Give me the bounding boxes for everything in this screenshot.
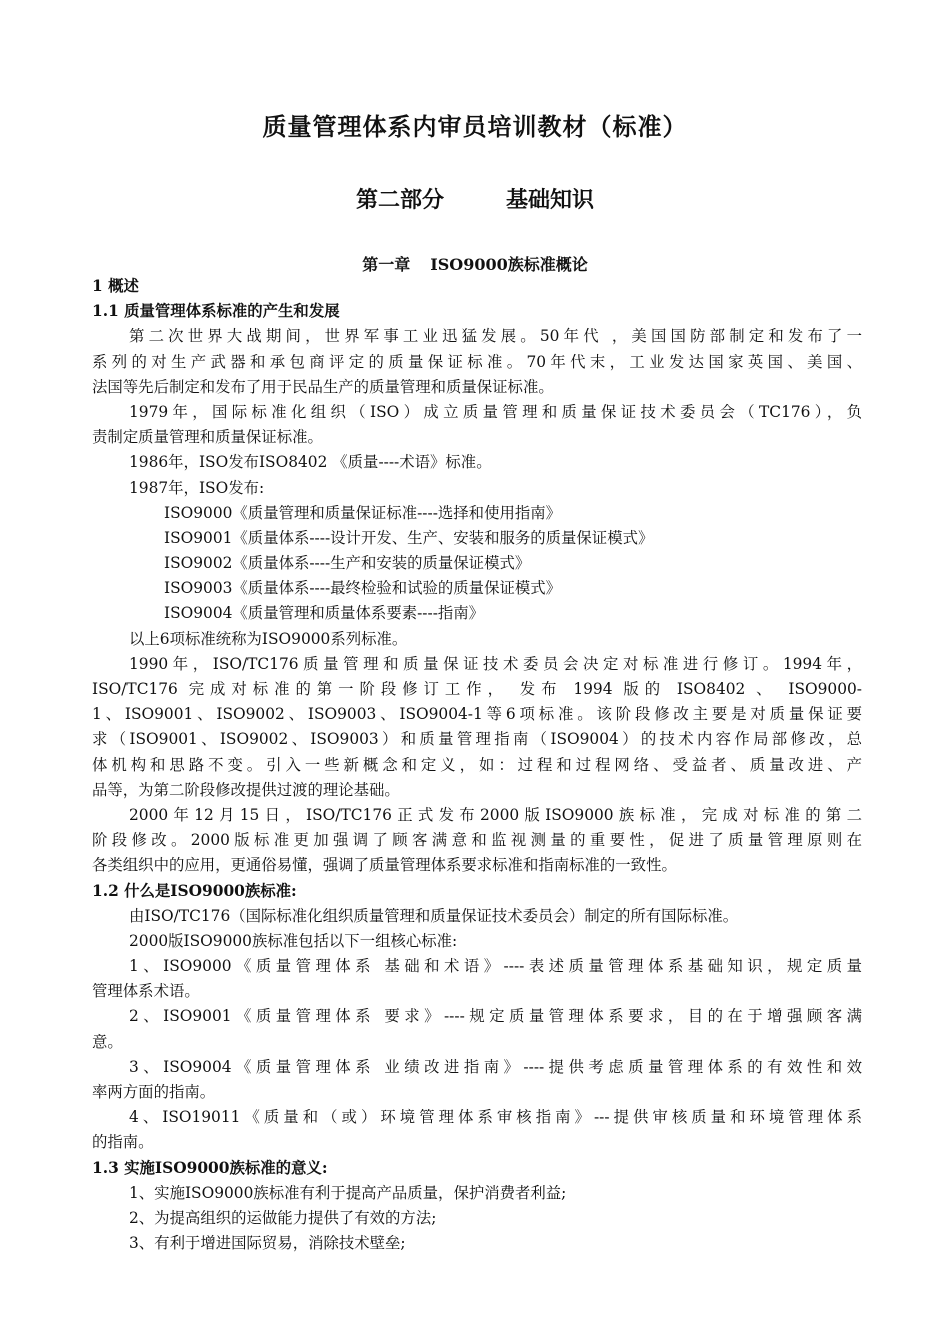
document-body bbox=[92, 274, 862, 1256]
paragraph-line: 品等，为第二阶段修改提供过渡的理论基础。 bbox=[92, 780, 400, 799]
section-heading: 1.2 什么是ISO9000族标准: bbox=[92, 881, 297, 900]
paragraph-line: 各类组织中的应用，更通俗易懂，强调了质量管理体系要求标准和指南标准的一致性。 bbox=[92, 856, 677, 875]
list-item: 1、实施ISO9000族标准有利于提高产品质量，保护消费者利益; bbox=[129, 1183, 567, 1202]
paragraph-line: 1990年，ISO/TC176质量管理和质量保证技术委员会决定对标准进行修订。1994年， bbox=[129, 654, 862, 673]
chapter-name: ISO9000族标准概论 bbox=[430, 255, 588, 274]
list-item: 1、ISO9000《质量管理体系 基础和术语》----表述质量管理体系基础知识，规定质量 bbox=[129, 957, 862, 976]
list-item: 2、ISO9001《质量管理体系 要求》----规定质量管理体系要求，目的在于增强顾客满 bbox=[129, 1007, 862, 1026]
section-heading: 1.3 实施ISO9000族标准的意义: bbox=[92, 1158, 328, 1177]
list-item: ISO9001《质量体系----设计开发、生产、安装和服务的质量保证模式》 bbox=[164, 528, 654, 547]
paragraph-line: 管理体系术语。 bbox=[92, 982, 200, 1001]
list-item: ISO9000《质量管理和质量保证标准----选择和使用指南》 bbox=[164, 503, 562, 522]
paragraph-line: 责制定质量管理和质量保证标准。 bbox=[92, 428, 323, 447]
list-item: 3、有利于增进国际贸易，消除技术壁垒; bbox=[129, 1234, 406, 1253]
part-heading bbox=[0, 183, 950, 214]
paragraph-line: 阶段修改。2000版标准更加强调了顾客满意和监视测量的重要性，促进了质量管理原则在 bbox=[92, 831, 862, 850]
paragraph-line: 意。 bbox=[92, 1032, 123, 1051]
paragraph-line: 1979年，国际标准化组织（ISO）成立质量管理和质量保证技术委员会（TC176），负 bbox=[129, 402, 862, 421]
paragraph-line: 求（ISO9001、ISO9002、ISO9003）和质量管理指南（ISO9004）的技术内容作局部修改，总 bbox=[92, 730, 862, 749]
paragraph-line: 以上6项标准统称为ISO9000系列标准。 bbox=[129, 629, 408, 648]
paragraph-line: 法国等先后制定和发布了用于民品生产的质量管理和质量保证标准。 bbox=[92, 377, 554, 396]
chapter-label: 第一章 bbox=[362, 255, 411, 274]
paragraph-line: ISO/TC176 完成对标准的第一阶段修订工作， 发布 1994 版的 ISO8402 、 ISO9000- bbox=[92, 680, 862, 698]
paragraph-line: 1987年，ISO发布: bbox=[129, 478, 265, 497]
paragraph-line: 第二次世界大战期间，世界军事工业迅猛发展。50年代 ，美国国防部制定和发布了一 bbox=[129, 327, 862, 346]
list-item: 4、ISO19011《质量和（或）环境管理体系审核指南》---提供审核质量和环境管理体系 bbox=[129, 1108, 862, 1127]
list-item: ISO9003《质量体系----最终检验和试验的质量保证模式》 bbox=[164, 579, 562, 598]
paragraph-line: 系列的对生产武器和承包商评定的质量保证标准。70年代末，工业发达国家英国、美国、 bbox=[92, 352, 862, 371]
paragraph-line: 的指南。 bbox=[92, 1133, 154, 1152]
paragraph-line: 由ISO/TC176（国际标准化组织质量管理和质量保证技术委员会）制定的所有国际标准。 bbox=[129, 906, 739, 925]
paragraph-line: 体机构和思路不变。引入一些新概念和定义，如：过程和过程网络、受益者、质量改进、产 bbox=[92, 755, 862, 774]
document-title: 质量管理体系内审员培训教材（标准） bbox=[262, 112, 688, 141]
section-heading: 1 概述 bbox=[92, 277, 139, 295]
chapter-heading bbox=[0, 252, 950, 275]
list-item: 3、ISO9004《质量管理体系 业绩改进指南》----提供考虑质量管理体系的有效性和效 bbox=[129, 1057, 862, 1076]
section-heading: 1.1 质量管理体系标准的产生和发展 bbox=[92, 302, 340, 321]
part-label: 第二部分 bbox=[355, 187, 444, 213]
paragraph-line: 1、ISO9001、ISO9002、ISO9003、ISO9004-1等6项标准。该阶段修改主要是对质量保证要 bbox=[92, 705, 862, 724]
paragraph-line: 2000版ISO9000族标准包括以下一组核心标准: bbox=[129, 931, 458, 950]
list-item: ISO9004《质量管理和质量体系要素----指南》 bbox=[164, 604, 485, 623]
paragraph-line: 1986年，ISO发布ISO8402 《质量----术语》标准。 bbox=[129, 453, 492, 472]
paragraph-line: 2000年12月15日，ISO/TC176正式发布2000版ISO9000族标准，完成对标准的第二 bbox=[129, 805, 862, 824]
part-name: 基础知识 bbox=[506, 187, 595, 213]
list-item: 2、为提高组织的运做能力提供了有效的方法; bbox=[129, 1208, 437, 1227]
paragraph-line: 率两方面的指南。 bbox=[92, 1083, 216, 1101]
list-item: ISO9002《质量体系----生产和安装的质量保证模式》 bbox=[164, 554, 531, 573]
